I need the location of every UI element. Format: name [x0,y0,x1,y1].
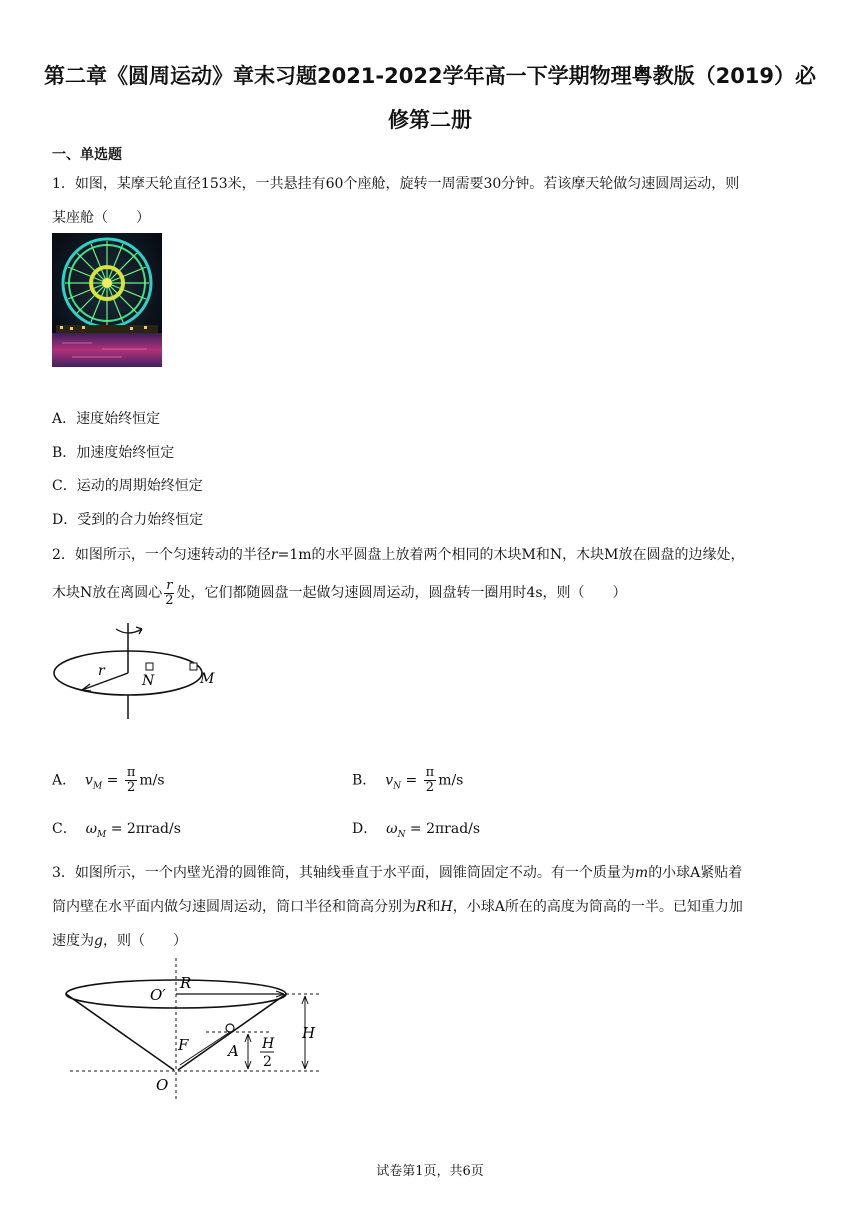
fig3-H-half-num: H [262,1036,275,1052]
fig2-N-label: N [142,673,155,689]
fig2-r-label: r [98,663,105,679]
page-title: 第二章《圆周运动》章末习题2021-2022学年高一下学期物理粤教版（2019）必 [43,64,817,88]
fig3-R-label: R [180,974,192,992]
question-2-line1: 2．如图所示，一个匀速转动的半径r=1m的水平圆盘上放着两个相同的木块M和N，木块M放在圆盘的边缘处， [52,547,745,563]
page-title-line2: 修第二册 [388,108,472,132]
question-1-line2: 某座舱（ ） [52,210,150,226]
question-1-line1: 1．如图，某摩天轮直径153米，一共悬挂有60个座舱，旋转一周需要30分钟。若该摩天轮做匀速圆周运动，则 [52,176,740,192]
option-1c: C．运动的周期始终恒定 [52,478,203,494]
option-1b: B．加速度始终恒定 [52,445,175,461]
rotating-disk-figure [50,623,220,721]
fig3-A-label: A [228,1042,239,1060]
question-2-line2: 木块N放在离圆心 $\frac{r}{2}$ 处，它们都随圆盘一起做匀速圆周运动，圆盘转一圈用时4s，则（ ） [52,577,627,608]
section-heading: 一、单选题 [52,147,122,163]
page-footer: 试卷第1页，共6页 [376,1164,484,1179]
option-2d: D． $\omega_N = 2\pi rad/s$ [352,821,481,840]
fraction-r-over-2: $\frac{r}{2}$ [165,577,174,608]
fig2-M-label: M [200,671,215,687]
fig3-F-label: F [178,1036,189,1054]
question-3-line1: 3．如图所示，一个内壁光滑的圆锥筒，其轴线垂直于水平面，圆锥筒固定不动。有一个质量为m的小球A紧贴着 [52,865,743,881]
fig3-H-half-den: 2 [263,1054,272,1070]
question-2-text [52,538,812,610]
question-3-line2: 筒内壁在水平面内做匀速圆周运动，筒口半径和筒高分别为R和H，小球A所在的高度为筒高的一半。已知重力加 [52,899,743,915]
option-1a: A．速度始终恒定 [52,411,161,427]
fig3-H-label: H [302,1024,316,1042]
cone-figure [60,958,330,1100]
option-2c: C． $\omega_M = 2\pi rad/s$ [52,821,181,840]
ferris-wheel-photo [52,233,162,367]
question-1-text [52,167,812,235]
option-1d: D．受到的合力始终恒定 [52,512,204,528]
fig3-O-label: O [156,1076,169,1094]
fig3-O1-label: O′ [150,986,166,1004]
question-3-line3: 速度为g，则（ ） [52,933,187,949]
option-2b: B． $v_N$ = $\frac{\pi}{2}$ m/s [352,765,464,795]
question-3-text [52,856,812,958]
option-2a: A． $v_M$ = $\frac{\pi}{2}$ m/s [52,765,165,795]
